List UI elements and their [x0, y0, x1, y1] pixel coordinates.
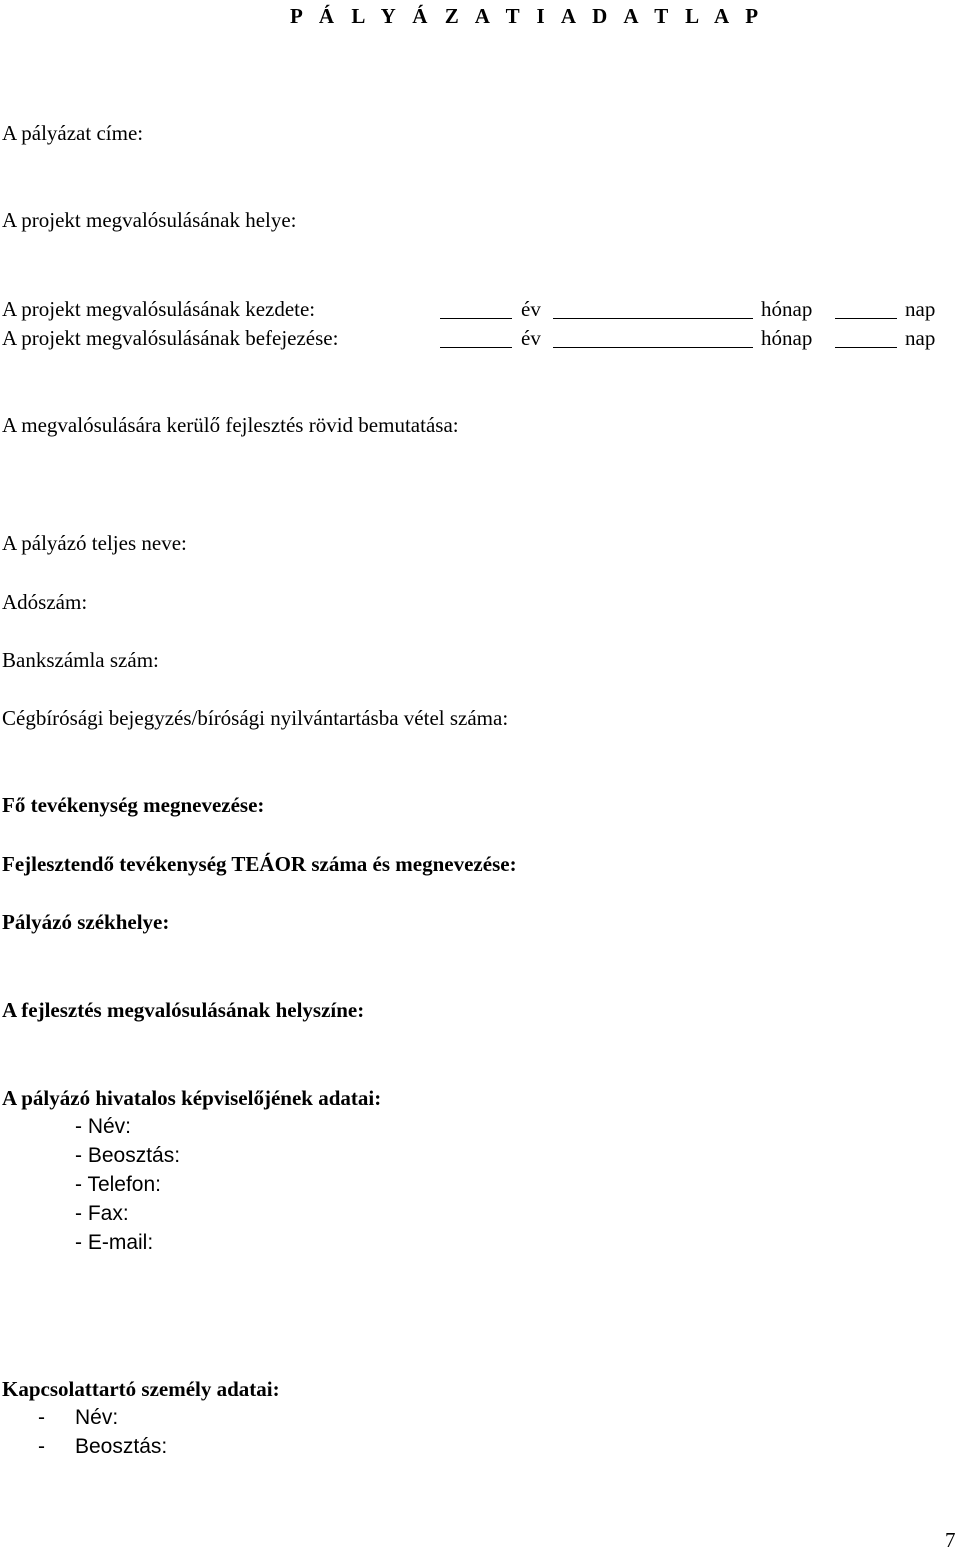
field-kapcsolattarto-label: Kapcsolattartó személy adatai:	[2, 1377, 280, 1401]
field-teljes-neve-label: A pályázó teljes neve:	[2, 531, 187, 555]
end-year-unit: év	[521, 326, 541, 350]
kepviselo-item-beosztas: - Beosztás:	[75, 1144, 181, 1167]
page-title: P Á L Y Á Z A T I A D A T L A P	[290, 4, 765, 28]
field-helye-label: A projekt megvalósulásának helye:	[2, 208, 297, 232]
start-year-unit: év	[521, 297, 541, 321]
kapcsolattarto-item-dash: -	[38, 1435, 45, 1458]
end-month-blank[interactable]	[553, 347, 753, 348]
end-day-unit: nap	[905, 326, 936, 350]
end-day-blank[interactable]	[835, 347, 897, 348]
field-befejezese-label: A projekt megvalósulásának befejezése:	[2, 326, 339, 350]
field-teaor-label: Fejlesztendő tevékenység TEÁOR száma és megnevezése:	[2, 852, 517, 876]
kapcsolattarto-item-beosztas: Beosztás:	[75, 1435, 168, 1458]
field-palyazat-cime-label: A pályázat címe:	[2, 121, 144, 145]
kapcsolattarto-item-dash: -	[38, 1406, 45, 1429]
kepviselo-item-email: - E-mail:	[75, 1231, 154, 1254]
field-kepviselo-label: A pályázó hivatalos képviselőjének adatai:	[2, 1086, 382, 1110]
field-bankszamla-label: Bankszámla szám:	[2, 648, 159, 672]
start-day-blank[interactable]	[835, 318, 897, 319]
field-helyszine-label: A fejlesztés megvalósulásának helyszíne:	[2, 998, 365, 1022]
field-cegbirosagi-label: Cégbírósági bejegyzés/bírósági nyilvántartásba vétel száma:	[2, 706, 509, 730]
field-szekhelye-label: Pályázó székhelye:	[2, 910, 170, 934]
kapcsolattarto-item-nev: Név:	[75, 1406, 119, 1429]
field-adoszam-label: Adószám:	[2, 590, 88, 614]
field-bemutatasa-label: A megvalósulására kerülő fejlesztés rövid bemutatása:	[2, 413, 459, 437]
start-year-blank[interactable]	[440, 318, 512, 319]
start-day-unit: nap	[905, 297, 936, 321]
page-number: 7	[945, 1528, 956, 1552]
start-month-blank[interactable]	[553, 318, 753, 319]
field-fo-tevekenyseg-label: Fő tevékenység megnevezése:	[2, 793, 265, 817]
kepviselo-item-telefon: - Telefon:	[75, 1173, 161, 1196]
start-month-unit: hónap	[761, 297, 813, 321]
end-year-blank[interactable]	[440, 347, 512, 348]
kepviselo-item-fax: - Fax:	[75, 1202, 129, 1225]
end-month-unit: hónap	[761, 326, 813, 350]
field-kezdete-label: A projekt megvalósulásának kezdete:	[2, 297, 316, 321]
kepviselo-item-nev: - Név:	[75, 1115, 132, 1138]
